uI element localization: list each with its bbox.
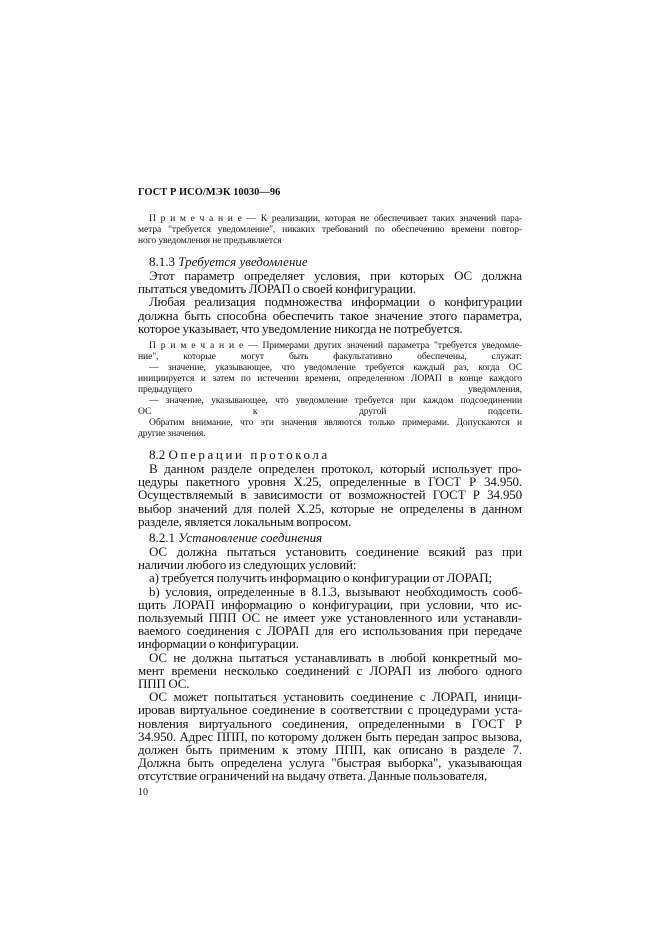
text-line: цедуры пакетного уровня X.25, определенные в ГОСТ Р 34.950. — [138, 474, 522, 490]
text-line: ваемого соединения с ЛОРАП для его использования при передаче — [138, 623, 522, 639]
note-block — [138, 340, 522, 439]
text-line: выбор значений для полей X.25, которые не определены в данном — [138, 500, 522, 516]
section-title: Операции протокола — [168, 447, 330, 463]
text-line: b) условия, определенные в 8.1.3, вызывают необходимость сооб- — [149, 583, 522, 599]
text-line: информации о конфигурации. — [138, 636, 299, 652]
paragraph — [138, 690, 522, 782]
text-line: ППП ОС. — [138, 676, 190, 692]
text-line: a) требуется получить информацию о конфигурации от ЛОРАП; — [149, 570, 492, 586]
text-line: — значение, указывающее, что уведомление требуется каждый раз, когда ОС — [149, 362, 522, 374]
text-line: щить ЛОРАП информацию о конфигурации, при условии, что ис- — [138, 596, 522, 612]
text-line: которое указывает, что уведомление никогда не потребуется. — [138, 320, 463, 336]
text-line: мент времени несколько соединений с ЛОРАП из любого одного — [138, 662, 522, 678]
paragraph — [138, 295, 522, 335]
text-line: ировав виртуальное соединение в соответствии с процедурами уста- — [138, 702, 522, 718]
text-line: пользуемый ППП ОС не имеет уже установленного или устанавли- — [138, 610, 522, 626]
text-line: ОС к другой подсети. — [138, 406, 522, 418]
paragraph — [138, 545, 522, 571]
text-line: Должна быть определена услуга "быстрая выборка", указывающая — [138, 755, 522, 771]
section-title: Установление соединения — [178, 530, 323, 546]
section-number: 8.1.3 — [149, 254, 175, 269]
section-number: 8.2 — [149, 447, 166, 463]
note-block — [138, 213, 522, 246]
text-line: В данном разделе определен протокол, который использует про- — [149, 461, 522, 477]
text-line: инициируется и затем по истечении времени, определенном ЛОРАП в конце каждого — [138, 373, 522, 385]
paragraph — [138, 651, 522, 691]
text-line: ного уведомления не предъявляется — [138, 235, 282, 246]
text-line: — значение, указывающее, что уведомление требуется при каждом подсоединении — [149, 395, 522, 407]
page-number: 10 — [138, 786, 148, 798]
text-line: другие значения. — [138, 428, 206, 440]
text-line: метра "требуется уведомление", никаких требований по обеспечению времени повтор- — [138, 224, 522, 235]
section-number: 8.2.1 — [149, 530, 175, 546]
text-line: ОС должна пытаться установить соединение всякий раз при — [149, 544, 522, 560]
text-line: должна быть способна обеспечить такое значение этого параметра, — [138, 307, 522, 323]
text-line: разделе, является локальным вопросом. — [138, 513, 352, 529]
section-heading — [138, 255, 522, 269]
text-line: предыдущего уведомления, — [138, 384, 522, 396]
document-page — [138, 186, 522, 798]
text-line: ние", которые могут быть факультативно обеспечены, служат: — [138, 351, 522, 363]
text-line: Осуществляемый в зависимости от возможностей ГОСТ Р 34.950 — [138, 487, 522, 503]
text-line: П р и м е ч а н и е — Примерами других значений параметра "требуется уведомле- — [149, 340, 522, 352]
text-line: наличии любого из следующих условий: — [138, 557, 357, 573]
text-line: отсутствие ограничений на выдачу ответа. Данные пользователя, — [138, 768, 488, 784]
paragraph — [138, 571, 522, 584]
text-line: пытаться уведомить ЛОРАП о своей конфигурации. — [138, 281, 416, 297]
text-line: 34.950. Адрес ППП, по которому должен быть передан запрос вызова, — [138, 728, 522, 744]
document-body — [138, 213, 522, 783]
text-line: Обратим внимание, что эти значения являются только примерами. Допускаются и — [149, 417, 522, 429]
section-heading — [138, 531, 522, 545]
paragraph — [138, 585, 522, 651]
text-line: ОС может попытаться установить соединение с ЛОРАП, иници- — [149, 689, 522, 705]
text-line: Этот параметр определяет условия, при которых ОС должна — [149, 268, 522, 283]
text-line: ОС не должна пытаться устанавливать в любой конкретный мо- — [149, 649, 522, 665]
text-line: новления виртуального соединения, определенными в ГОСТ Р — [138, 715, 522, 731]
paragraph — [138, 269, 522, 295]
section-title: Требуется уведомление — [178, 254, 308, 269]
paragraph — [138, 462, 522, 528]
section-heading — [138, 448, 522, 462]
text-line: должен быть применим к этому ППП, как описано в разделе 7. — [138, 742, 522, 758]
document-header: ГОСТ Р ИСО/МЭК 10030—96 — [138, 187, 281, 198]
text-line: П р и м е ч а н и е — К реализации, которая не обеспечивает таких значений пара- — [149, 213, 522, 224]
text-line: Любая реализация подмножества информации о конфигурации — [149, 294, 522, 310]
